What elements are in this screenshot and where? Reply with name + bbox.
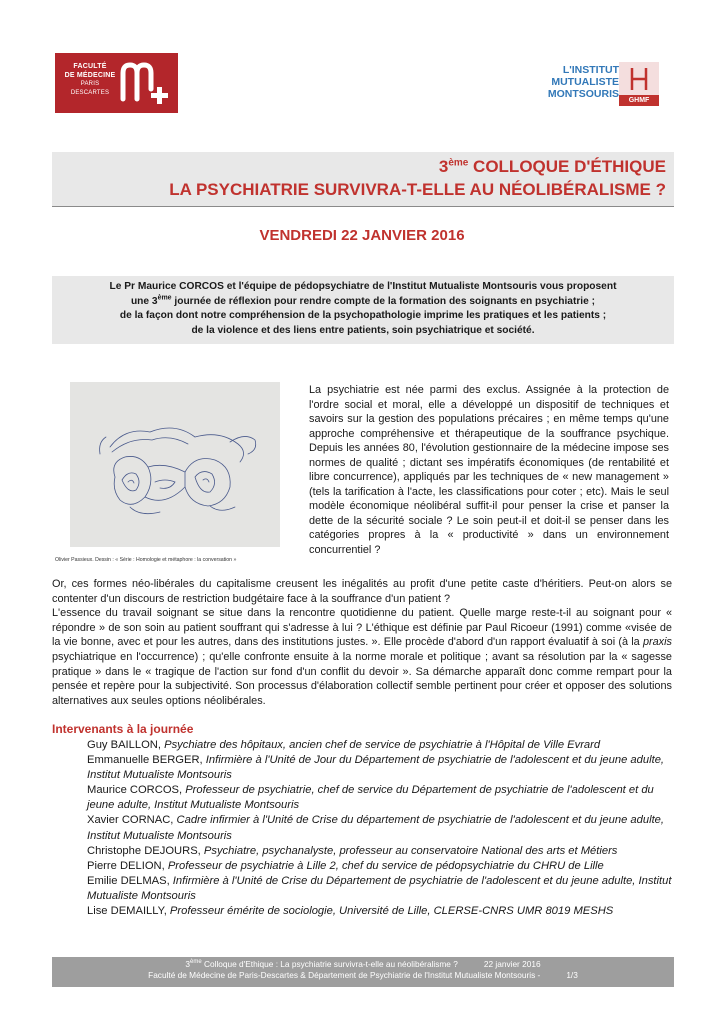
faculty-logo-line: PARIS DESCARTES bbox=[70, 81, 110, 96]
speaker-item: Emilie DELMAS, Infirmière à l'Unité de Crise du Département de psychiatrie de l'adolescent et du jeune adulte, Institut Mutualiste Montsouris bbox=[87, 874, 672, 902]
speaker-item: Guy BAILLON, Psychiatre des hôpitaux, ancien chef de service de psychiatrie à l'Hôpital de Ville Evrard bbox=[87, 739, 601, 751]
faculty-logo-line: DE MÉDECINE bbox=[64, 72, 116, 79]
intro-line: Le Pr Maurice CORCOS et l'équipe de pédopsychiatre de l'Institut Mutualiste Montsouris vous proposent bbox=[109, 281, 617, 292]
drawing-caption: Olivier Passieux. Dessin : « Série : Homologie et métaphore : la conversation » bbox=[55, 557, 237, 563]
footer-line1: 3ème Colloque d'Ethique : La psychiatrie survivra-t-elle au néolibéralisme ? 22 janvier 2016 bbox=[185, 959, 541, 969]
speaker-item: Maurice CORCOS, Professeur de psychiatrie, chef de service du Département de psychiatrie de l'adolescent et du jeune adulte, Institut Mutualiste Montsouris bbox=[87, 784, 654, 812]
institute-logo-line: MUTUALISTE bbox=[551, 76, 619, 88]
speakers-heading: Intervenants à la journée bbox=[52, 722, 194, 736]
speaker-item: Emmanuelle BERGER, Infirmière à l'Unité de Jour du Département de psychiatrie de l'adolescent et du jeune adulte, Institut Mutualiste Montsouris bbox=[87, 754, 665, 782]
page-footer bbox=[52, 957, 674, 987]
footer-date: 22 janvier 2016 bbox=[483, 959, 541, 969]
speaker-item: Lise DEMAILLY, Professeur émérite de sociologie, Université de Lille, CLERSE-CNRS UMR 8019 MESHS bbox=[87, 905, 614, 918]
intro-line: de la violence et des liens entre patients, soin psychiatrique et société. bbox=[191, 324, 535, 336]
body-paragraph-2: L'essence du travail soignant se situe dans la rencontre quotidienne du patient. Quelle marge reste-t-il au soignant pour « répondre » de son soin au patient souffrant qui s'adresse à lui ? L'éthique est définie par Paul Ricoeur (1991) comme «visée de la vie bonne, avec et pour les autres, dans des institutions justes. ». Elle procède d'abord d'un rapport évaluatif à soi (à la praxis psychiatrique en l'occurrence) ; qu'elle confronte ensuite à la norme morale et politique ; avant sa résolution par la « sagesse pratique » dans le « tragique de l'action sur fond d'un conflit du devoir ». Sa démarche apparaît donc comme rempart pour la pensée et repère pour la subjectivité. Son processus d'élaboration collectif semble pertinent pour créer et opposer des solutions alternatives aux seules options néolibérales. bbox=[52, 607, 672, 707]
speaker-item: Xavier CORNAC, Cadre infirmier à l'Unité de Crise du département de psychiatrie de l'adolescent et du jeune adulte, Institut Mutualiste Montsouris bbox=[87, 814, 665, 842]
institute-logo-text bbox=[548, 64, 619, 100]
faculty-m-plus-icon bbox=[119, 59, 175, 109]
speakers-list bbox=[87, 738, 672, 919]
page-title-line2: LA PSYCHIATRIE SURVIVRA-T-ELLE AU NÉOLIBÉRALISME ? bbox=[169, 180, 666, 199]
intro-line: une 3ème journée de réflexion pour rendre compte de la formation des soignants en psychiatrie ; bbox=[130, 294, 596, 307]
footer-line2: Faculté de Médecine de Paris-Descartes & Département de Psychiatrie de l'Institut Mutualiste Montsouris - 1/3 bbox=[148, 970, 578, 980]
faculty-logo-line: FACULTÉ bbox=[73, 63, 107, 70]
institute-logo-line: MONTSOURIS bbox=[547, 88, 619, 100]
title-band bbox=[52, 152, 674, 207]
speaker-item: Pierre DELION, Professeur de psychiatrie à Lille 2, chef du service de pédopsychiatrie du CHRU de Lille bbox=[87, 859, 604, 872]
right-paragraph: La psychiatrie est née parmi des exclus. Assignée à la protection de l'ordre social et moral, elle a développé un dispositif de techniques et savoirs sur la gestion des populations précaires ; en même temps qu'une approche compréhensive et thérapeutique de la souffrance psychique. Depuis les années 80, l'évolution gestionnaire de la médecine impose ses normes de qualité ; dictant ses impératifs économiques (de rentabilité et libre concurrence), appliqués par les techniques de « new management » (tels la tarification à l'acte, les classifications pour coter ; etc). Mais le seul modèle économique néolibéral suffit-il pour penser la crise et panser la dette de la sécurité sociale ? Le soin peut-il et doit-il se penser dans les catégories propres à la « productivité » dans un environnement concurrentiel ? bbox=[309, 384, 669, 556]
ghmf-logo-icon bbox=[619, 62, 659, 106]
ghmf-label: GHMF bbox=[628, 97, 650, 104]
drawing-image bbox=[70, 382, 280, 547]
intro-line: de la façon dont notre compréhension de la psychopathologie imprime les pratiques et les patients ; bbox=[119, 310, 607, 321]
page-number: 1/3 bbox=[566, 970, 578, 980]
speaker-item: Christophe DEJOURS, Psychiatre, psychanalyste, professeur au conservatoire National des arts et Métiers bbox=[87, 844, 618, 857]
body-paragraph-1: Or, ces formes néo-libérales du capitalisme creusent les inégalités au profit d'une petite caste d'héritiers. Peut-on alors se contenter d'un discours de restriction budgétaire face à la souffrance d'un patient ? bbox=[52, 578, 672, 605]
event-date: VENDREDI 22 JANVIER 2016 bbox=[259, 227, 465, 244]
body-paragraph bbox=[52, 577, 672, 708]
intro-band bbox=[52, 276, 674, 344]
institute-logo-line: L'INSTITUT bbox=[562, 64, 619, 76]
page-title-line1: 3ème COLLOQUE D'ÉTHIQUE bbox=[438, 157, 666, 176]
faculty-logo bbox=[55, 53, 178, 113]
